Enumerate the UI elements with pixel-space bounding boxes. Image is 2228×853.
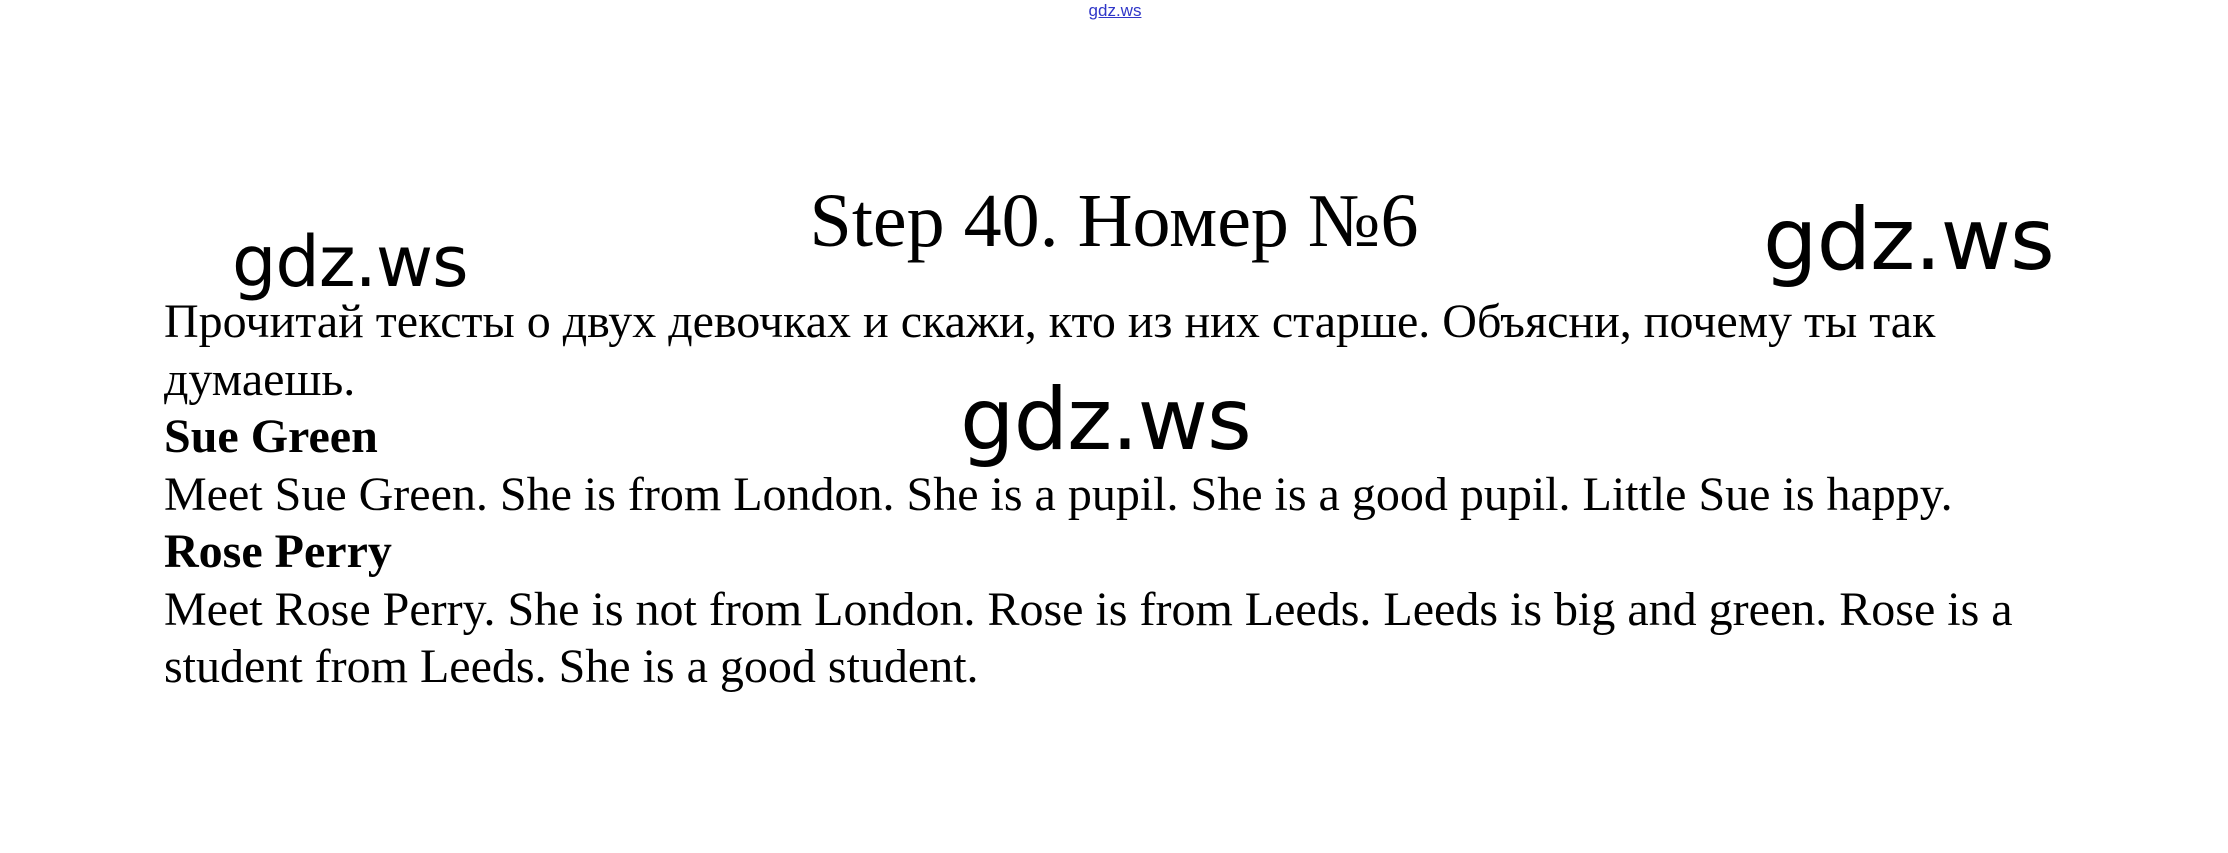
watermark-center: gdz.ws <box>960 370 1251 470</box>
text-1-body: Meet Sue Green. She is from London. She is a pupil. She is a good pupil. Little Sue is happy. <box>164 467 1953 521</box>
text-2-body: Meet Rose Perry. She is not from London. Rose is from Leeds. Leeds is big and green. Rose is a student from Leeds. She is a good student. <box>164 582 2013 693</box>
exercise-content <box>164 293 2124 696</box>
task-instruction: Прочитай тексты о двух девочках и скажи, кто из них старше. Объясни, почему ты так думаешь. <box>164 295 1936 406</box>
text-1-heading: Sue Green <box>164 410 378 463</box>
watermark-right: gdz.ws <box>1763 190 2054 290</box>
text-2-heading: Rose Perry <box>164 525 392 578</box>
page-title: Step 40. Номер №6 <box>809 179 1419 263</box>
watermark-left: gdz.ws <box>232 221 468 303</box>
top-watermark-link[interactable]: gdz.ws <box>1088 1 1142 20</box>
